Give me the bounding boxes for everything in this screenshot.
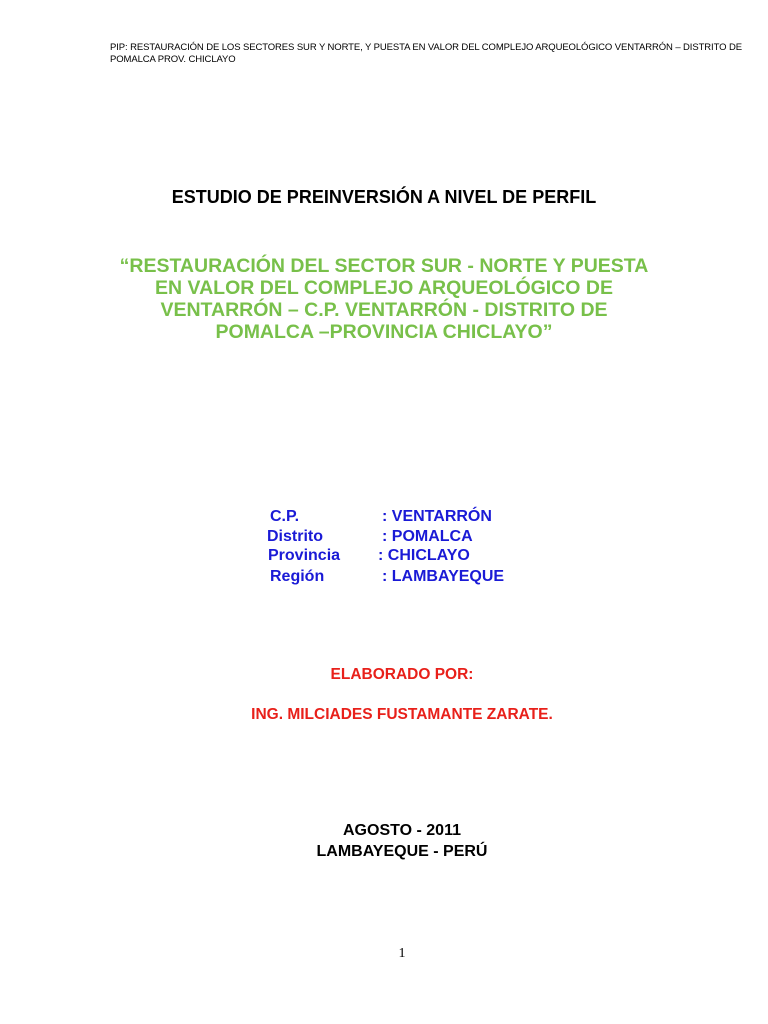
running-header-line-1: PIP: RESTAURACIÓN DE LOS SECTORES SUR Y NORTE, Y PUESTA EN VALOR DEL COMPLEJO ARQUEOLÓGICO VENTARRÓN – DISTRITO DE	[110, 42, 742, 53]
location-value: : VENTARRÓN	[382, 508, 492, 525]
location-label: Provincia	[268, 547, 341, 564]
document-date: AGOSTO - 2011	[343, 822, 461, 839]
author-name: ING. MILCIADES FUSTAMANTE ZARATE.	[251, 706, 553, 723]
project-title-line-2: EN VALOR DEL COMPLEJO ARQUEOLÓGICO DE	[155, 277, 613, 299]
running-header	[110, 42, 742, 66]
location-label: Región	[270, 568, 325, 585]
project-title-line-3: VENTARRÓN – C.P. VENTARRÓN - DISTRITO DE	[160, 299, 608, 321]
project-title	[84, 255, 684, 343]
location-value: : POMALCA	[382, 528, 473, 545]
location-label: Distrito	[267, 528, 323, 545]
location-label: C.P.	[270, 508, 300, 525]
document-type-heading: ESTUDIO DE PREINVERSIÓN A NIVEL DE PERFIL	[171, 187, 597, 207]
page-number: 1	[398, 946, 406, 961]
location-value: : LAMBAYEQUE	[382, 568, 505, 585]
project-title-line-1: “RESTAURACIÓN DEL SECTOR SUR - NORTE Y PUESTA	[119, 255, 649, 277]
running-header-line-2: POMALCA PROV. CHICLAYO	[110, 54, 236, 65]
document-place: LAMBAYEQUE - PERÚ	[316, 843, 488, 860]
project-title-line-4: POMALCA –PROVINCIA CHICLAYO”	[215, 321, 553, 343]
author-label: ELABORADO POR:	[330, 666, 474, 683]
location-value: : CHICLAYO	[378, 547, 470, 564]
